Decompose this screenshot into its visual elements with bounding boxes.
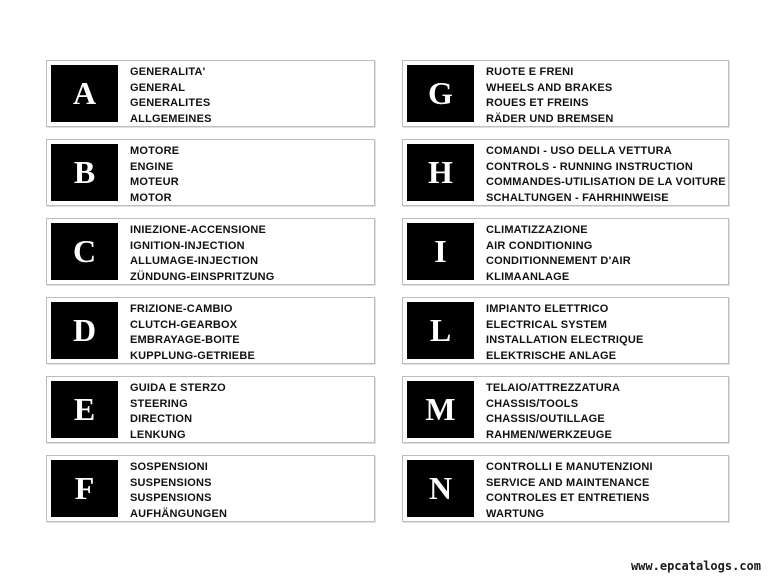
- title-fr: COMMANDES-UTILISATION DE LA VOITURE: [486, 176, 726, 188]
- section-titles: [486, 144, 726, 206]
- section-letter: H: [407, 144, 474, 201]
- title-it: CONTROLLI E MANUTENZIONI: [486, 461, 653, 473]
- title-de: ZÜNDUNG-EINSPRITZUNG: [130, 270, 275, 283]
- title-en: IGNITION-INJECTION: [130, 239, 245, 252]
- section-titles: [486, 65, 726, 127]
- title-de: KUPPLUNG-GETRIEBE: [130, 349, 256, 362]
- watermark: www.epcatalogs.com: [630, 559, 761, 573]
- left-column: [46, 60, 375, 534]
- title-de: SCHALTUNGEN - FAHRHINWEISE: [486, 191, 669, 204]
- title-it: TELAIO/ATTREZZATURA: [486, 382, 621, 394]
- title-fr: CONTROLES ET ENTRETIENS: [486, 492, 650, 504]
- title-it: RUOTE E FRENI: [486, 66, 574, 78]
- section-letter: N: [407, 460, 474, 517]
- section-h[interactable]: [402, 139, 729, 206]
- section-b[interactable]: [46, 139, 375, 206]
- section-letter: I: [407, 223, 474, 280]
- title-it: FRIZIONE-CAMBIO: [130, 303, 233, 315]
- title-de: ALLGEMEINES: [130, 112, 212, 125]
- title-de: AUFHÄNGUNGEN: [130, 507, 228, 520]
- title-en: CHASSIS/TOOLS: [486, 397, 579, 410]
- section-titles: [486, 223, 726, 285]
- section-titles: [130, 144, 372, 206]
- title-it: CLIMATIZZAZIONE: [486, 224, 588, 236]
- section-letter: E: [51, 381, 118, 438]
- title-fr: CHASSIS/OUTILLAGE: [486, 413, 605, 425]
- title-fr: MOTEUR: [130, 176, 179, 188]
- title-fr: ROUES ET FREINS: [486, 97, 589, 109]
- title-en: CLUTCH-GEARBOX: [130, 318, 238, 331]
- title-it: GENERALITA': [130, 66, 206, 78]
- section-titles: [486, 460, 726, 522]
- title-en: SUSPENSIONS: [130, 476, 212, 489]
- section-letter: C: [51, 223, 118, 280]
- section-e[interactable]: [46, 376, 375, 443]
- section-l[interactable]: [402, 297, 729, 364]
- section-letter: M: [407, 381, 474, 438]
- section-titles: [130, 381, 372, 443]
- section-letter: F: [51, 460, 118, 517]
- title-it: GUIDA E STERZO: [130, 382, 226, 394]
- title-fr: EMBRAYAGE-BOITE: [130, 334, 240, 346]
- section-titles: [486, 302, 726, 364]
- section-letter: D: [51, 302, 118, 359]
- title-fr: CONDITIONNEMENT D'AIR: [486, 255, 631, 267]
- section-c[interactable]: [46, 218, 375, 285]
- title-fr: DIRECTION: [130, 413, 193, 425]
- section-titles: [130, 65, 372, 127]
- section-f[interactable]: [46, 455, 375, 522]
- title-it: MOTORE: [130, 145, 180, 157]
- title-de: WARTUNG: [486, 507, 545, 520]
- section-d[interactable]: [46, 297, 375, 364]
- section-m[interactable]: [402, 376, 729, 443]
- title-de: RAHMEN/WERKZEUGE: [486, 428, 613, 441]
- section-titles: [486, 381, 726, 443]
- title-de: RÄDER UND BREMSEN: [486, 112, 614, 125]
- title-de: MOTOR: [130, 191, 172, 204]
- section-letter: G: [407, 65, 474, 122]
- section-a[interactable]: [46, 60, 375, 127]
- title-fr: INSTALLATION ELECTRIQUE: [486, 334, 644, 346]
- title-en: AIR CONDITIONING: [486, 239, 593, 252]
- section-titles: [130, 223, 372, 285]
- title-de: ELEKTRISCHE ANLAGE: [486, 349, 617, 362]
- title-it: COMANDI - USO DELLA VETTURA: [486, 145, 672, 157]
- title-en: GENERAL: [130, 81, 186, 94]
- title-en: ENGINE: [130, 160, 174, 173]
- section-titles: [130, 460, 372, 522]
- title-en: WHEELS AND BRAKES: [486, 81, 613, 94]
- title-fr: GENERALITES: [130, 97, 211, 109]
- title-fr: SUSPENSIONS: [130, 492, 212, 504]
- section-n[interactable]: [402, 455, 729, 522]
- title-en: ELECTRICAL SYSTEM: [486, 318, 608, 331]
- title-en: STEERING: [130, 397, 188, 410]
- section-letter: L: [407, 302, 474, 359]
- right-column: [402, 60, 729, 534]
- section-letter: A: [51, 65, 118, 122]
- title-de: KLIMAANLAGE: [486, 270, 570, 283]
- title-en: SERVICE AND MAINTENANCE: [486, 476, 650, 489]
- section-i[interactable]: [402, 218, 729, 285]
- section-g[interactable]: [402, 60, 729, 127]
- section-titles: [130, 302, 372, 364]
- title-it: IMPIANTO ELETTRICO: [486, 303, 609, 315]
- title-it: INIEZIONE-ACCENSIONE: [130, 224, 267, 236]
- title-de: LENKUNG: [130, 428, 186, 441]
- section-letter: B: [51, 144, 118, 201]
- title-en: CONTROLS - RUNNING INSTRUCTION: [486, 160, 694, 173]
- title-fr: ALLUMAGE-INJECTION: [130, 255, 259, 267]
- title-it: SOSPENSIONI: [130, 461, 208, 473]
